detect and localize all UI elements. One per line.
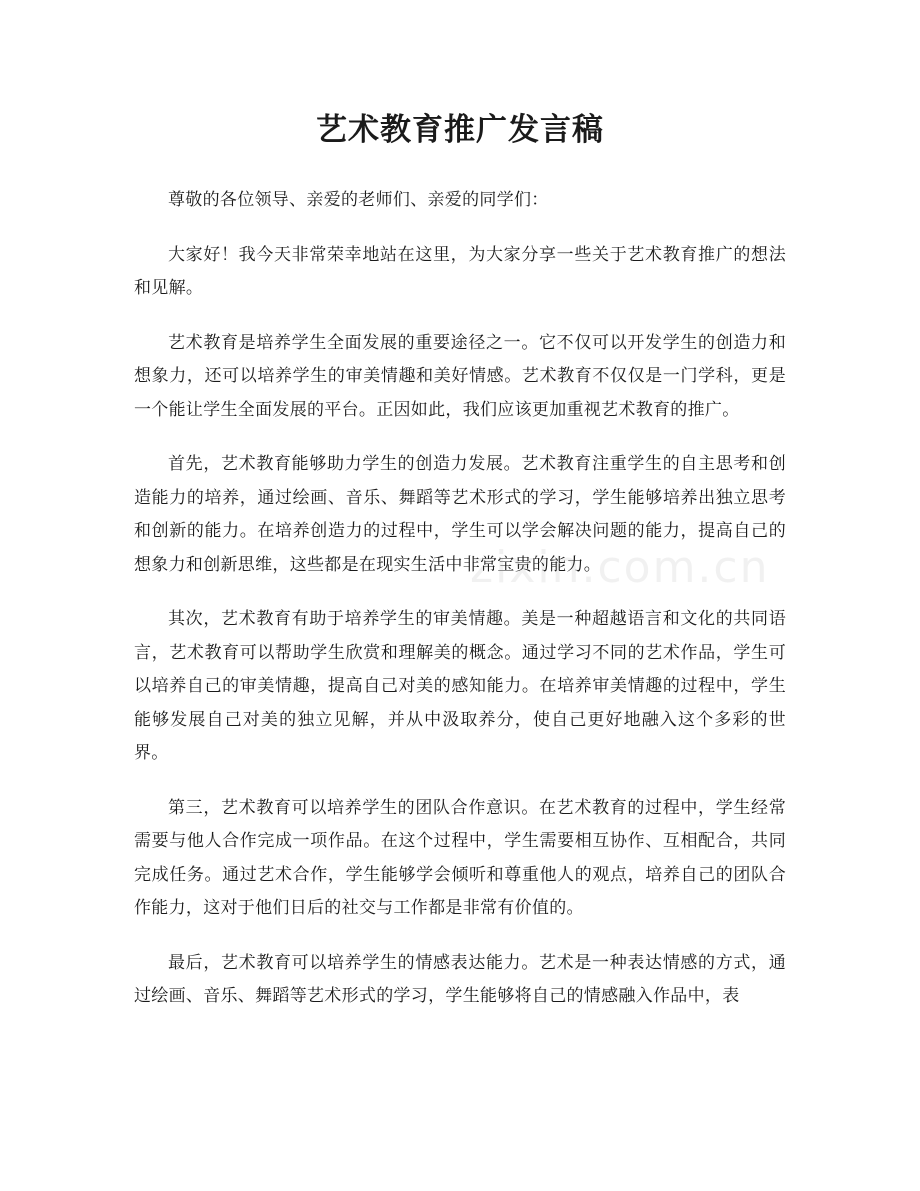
paragraph-intro: 艺术教育是培养学生全面发展的重要途径之一。它不仅可以开发学生的创造力和想象力，还可以培养学生的审美情趣和美好情感。艺术教育不仅仅是一门学科，更是一个能让学生全面发展的平台。正因如此，我们应该更加重视艺术教育的推广。 — [134, 332, 786, 420]
paragraph-greeting: 大家好！我今天非常荣幸地站在这里，为大家分享一些关于艺术教育推广的想法和见解。 — [134, 244, 786, 298]
paragraph-creativity: 首先，艺术教育能够助力学生的创造力发展。艺术教育注重学生的自主思考和创造能力的培养，通过绘画、音乐、舞蹈等艺术形式的学习，学生能够培养出独立思考和创新的能力。在培养创造力的过程中，学生可以学会解决问题的能力，提高自己的想象力和创新思维，这些都是在现实生活中非常宝贵的能力。 — [134, 454, 786, 575]
document-title: 艺术教育推广发言稿 — [316, 112, 604, 148]
paragraph-teamwork: 第三，艺术教育可以培养学生的团队合作意识。在艺术教育的过程中，学生经常需要与他人合作完成一项作品。在这个过程中，学生需要相互协作、互相配合，共同完成任务。通过艺术合作，学生能够学会倾听和尊重他人的观点，培养自己的团队合作能力，这对于他们日后的社交与工作都是非常有价值的。 — [134, 797, 786, 918]
paragraph-emotion: 最后，艺术教育可以培养学生的情感表达能力。艺术是一种表达情感的方式，通过绘画、音乐、舞蹈等艺术形式的学习，学生能够将自己的情感融入作品中，表 — [134, 952, 786, 1006]
paragraph-aesthetics: 其次，艺术教育有助于培养学生的审美情趣。美是一种超越语言和文化的共同语言，艺术教育可以帮助学生欣赏和理解美的概念。通过学习不同的艺术作品，学生可以培养自己的审美情趣，提高自己对美的感知能力。在培养审美情趣的过程中，学生能够发展自己对美的独立见解，并从中汲取养分，使自己更好地融入这个多彩的世界。 — [134, 609, 786, 763]
watermark: zixin.com.cn — [470, 542, 770, 593]
document-body — [134, 184, 786, 1035]
paragraph-salutation: 尊敬的各位领导、亲爱的老师们、亲爱的同学们： — [168, 190, 549, 210]
